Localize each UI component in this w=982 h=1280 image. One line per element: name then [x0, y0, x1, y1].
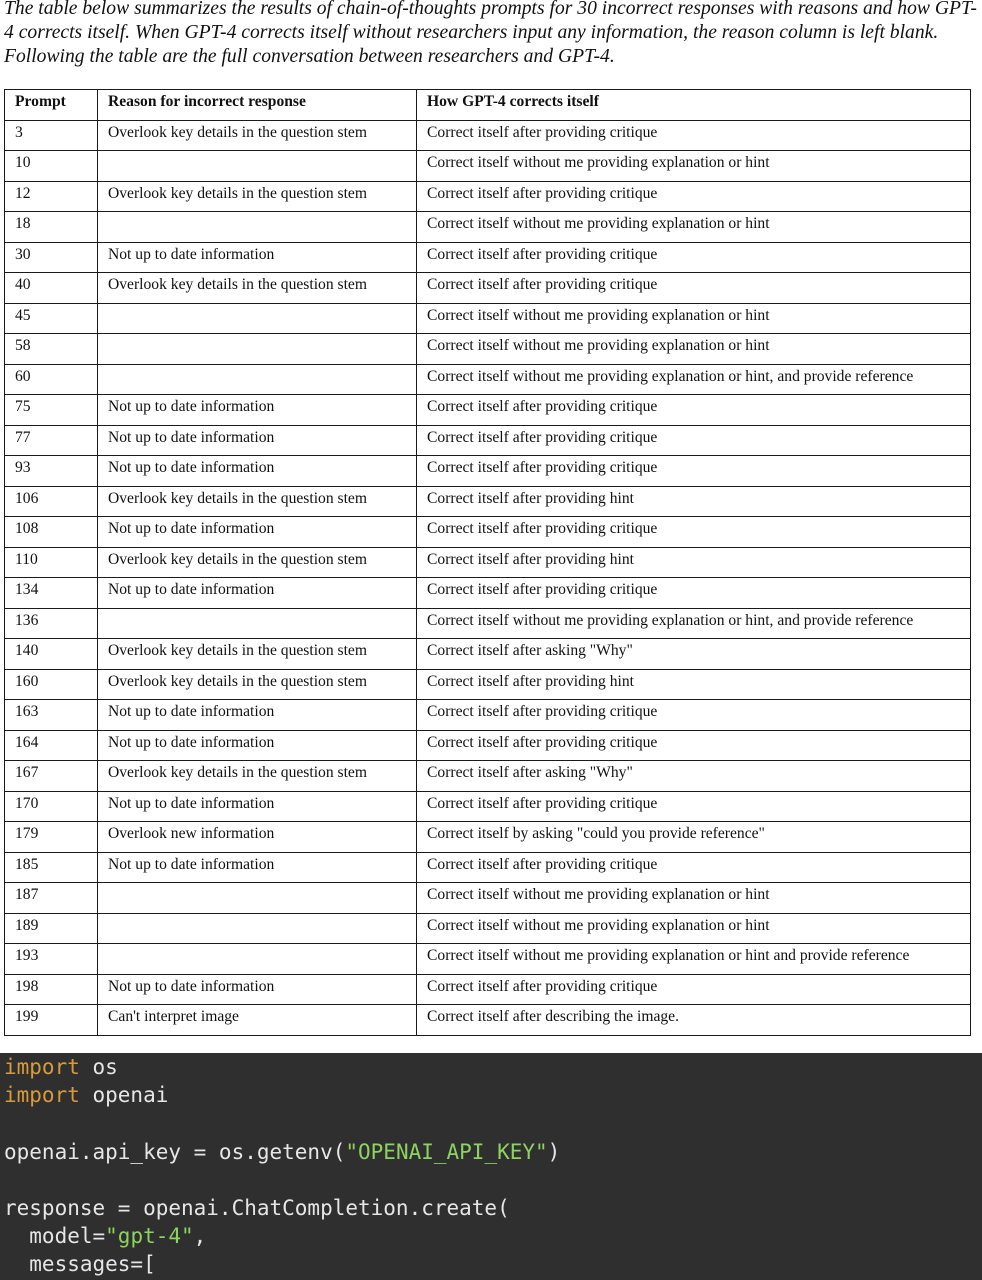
cell-reason: Not up to date information	[98, 456, 417, 487]
cell-prompt: 12	[5, 181, 98, 212]
table-row	[5, 730, 971, 761]
cell-prompt: 164	[5, 730, 98, 761]
cell-reason: Overlook key details in the question stem	[98, 669, 417, 700]
table-row	[5, 395, 971, 426]
table-row	[5, 791, 971, 822]
cell-reason	[98, 608, 417, 639]
table-row	[5, 364, 971, 395]
table-row	[5, 120, 971, 151]
code-text: openai	[79, 1083, 169, 1108]
table-row	[5, 608, 971, 639]
cell-correction: Correct itself after providing critique	[417, 700, 971, 731]
cell-reason: Not up to date information	[98, 242, 417, 273]
code-block	[0, 1053, 982, 1280]
table-header-row	[5, 90, 971, 121]
table-row	[5, 334, 971, 365]
cell-correction: Correct itself after providing critique	[417, 852, 971, 883]
cell-correction: Correct itself without me providing explanation or hint	[417, 883, 971, 914]
cell-prompt: 10	[5, 151, 98, 182]
cell-reason: Overlook key details in the question stem	[98, 639, 417, 670]
cell-reason: Not up to date information	[98, 974, 417, 1005]
cell-prompt: 185	[5, 852, 98, 883]
table-row	[5, 273, 971, 304]
cell-prompt: 45	[5, 303, 98, 334]
cell-prompt: 193	[5, 944, 98, 975]
table-row	[5, 974, 971, 1005]
cell-prompt: 58	[5, 334, 98, 365]
cell-prompt: 163	[5, 700, 98, 731]
table-row	[5, 151, 971, 182]
cell-prompt: 106	[5, 486, 98, 517]
code-line	[4, 1222, 982, 1250]
cell-prompt: 170	[5, 791, 98, 822]
cell-correction: Correct itself without me providing explanation or hint	[417, 151, 971, 182]
cell-correction: Correct itself after providing critique	[417, 791, 971, 822]
table-row	[5, 303, 971, 334]
cell-correction: Correct itself after providing critique	[417, 273, 971, 304]
cell-correction: Correct itself after providing critique	[417, 120, 971, 151]
table-row	[5, 700, 971, 731]
cell-correction: Correct itself after providing critique	[417, 425, 971, 456]
cell-reason	[98, 913, 417, 944]
cell-correction: Correct itself without me providing explanation or hint	[417, 913, 971, 944]
cell-correction: Correct itself after providing critique	[417, 456, 971, 487]
cell-prompt: 75	[5, 395, 98, 426]
table-row	[5, 517, 971, 548]
cell-reason: Overlook new information	[98, 822, 417, 853]
code-keyword: import	[4, 1055, 80, 1079]
code-line	[4, 1250, 982, 1278]
cell-reason	[98, 334, 417, 365]
cell-correction: Correct itself after providing critique	[417, 517, 971, 548]
code-line	[4, 1081, 982, 1109]
cell-prompt: 134	[5, 578, 98, 609]
cell-correction: Correct itself without me providing explanation or hint and provide reference	[417, 944, 971, 975]
cell-prompt: 167	[5, 761, 98, 792]
cell-reason: Not up to date information	[98, 852, 417, 883]
cell-correction: Correct itself after providing critique	[417, 974, 971, 1005]
table-row	[5, 578, 971, 609]
cell-correction: Correct itself after asking "Why"	[417, 761, 971, 792]
code-text: os	[79, 1055, 118, 1079]
cell-correction: Correct itself after providing critique	[417, 578, 971, 609]
cell-reason: Not up to date information	[98, 517, 417, 548]
cell-prompt: 160	[5, 669, 98, 700]
code-text: )	[547, 1139, 561, 1164]
table-row	[5, 761, 971, 792]
table-row	[5, 547, 971, 578]
cell-reason: Not up to date information	[98, 578, 417, 609]
code-line-blank	[4, 1166, 982, 1194]
cell-correction: Correct itself without me providing explanation or hint	[417, 303, 971, 334]
results-table	[4, 89, 971, 1036]
cell-prompt: 179	[5, 822, 98, 853]
cell-reason	[98, 151, 417, 182]
cell-reason	[98, 303, 417, 334]
cell-reason	[98, 364, 417, 395]
code-string: "gpt-4"	[105, 1224, 194, 1249]
cell-prompt: 60	[5, 364, 98, 395]
cell-correction: Correct itself without me providing explanation or hint, and provide reference	[417, 608, 971, 639]
cell-prompt: 140	[5, 639, 98, 670]
cell-correction: Correct itself after asking "Why"	[417, 639, 971, 670]
code-text: messages=[	[4, 1252, 156, 1277]
code-line	[4, 1194, 982, 1222]
code-string: "OPENAI_API_KEY"	[345, 1139, 548, 1164]
code-text: ,	[193, 1224, 207, 1249]
cell-prompt: 3	[5, 120, 98, 151]
code-line	[4, 1138, 982, 1166]
cell-reason: Can't interpret image	[98, 1005, 417, 1036]
code-text: model=	[4, 1224, 106, 1249]
header-reason: Reason for incorrect response	[98, 90, 417, 121]
table-body	[5, 120, 971, 1035]
cell-prompt: 136	[5, 608, 98, 639]
cell-correction: Correct itself without me providing explanation or hint	[417, 334, 971, 365]
cell-prompt: 108	[5, 517, 98, 548]
cell-correction: Correct itself by asking "could you provide reference"	[417, 822, 971, 853]
cell-prompt: 40	[5, 273, 98, 304]
table-row	[5, 944, 971, 975]
cell-reason	[98, 944, 417, 975]
table-row	[5, 242, 971, 273]
cell-prompt: 18	[5, 212, 98, 243]
cell-reason: Overlook key details in the question stem	[98, 761, 417, 792]
header-prompt: Prompt	[5, 90, 98, 121]
code-line	[4, 1053, 982, 1081]
cell-reason	[98, 883, 417, 914]
code-keyword: import	[4, 1083, 80, 1108]
cell-correction: Correct itself without me providing explanation or hint, and provide reference	[417, 364, 971, 395]
intro-paragraph: The table below summarizes the results of chain-of-thoughts prompts for 30 incorrect responses with reasons and how GPT-4 corrects itself. When GPT-4 corrects itself without researchers input any information, the reason column is left blank. Following the table are the full conversation between researchers and GPT-4.	[4, 0, 977, 67]
cell-reason: Overlook key details in the question stem	[98, 273, 417, 304]
cell-correction: Correct itself without me providing explanation or hint	[417, 212, 971, 243]
cell-correction: Correct itself after describing the image.	[417, 1005, 971, 1036]
cell-correction: Correct itself after providing hint	[417, 669, 971, 700]
cell-reason: Not up to date information	[98, 791, 417, 822]
cell-reason: Overlook key details in the question stem	[98, 486, 417, 517]
table-row	[5, 425, 971, 456]
cell-prompt: 198	[5, 974, 98, 1005]
cell-reason: Not up to date information	[98, 425, 417, 456]
cell-prompt: 189	[5, 913, 98, 944]
code-line-blank	[4, 1109, 982, 1137]
cell-correction: Correct itself after providing hint	[417, 486, 971, 517]
table-row	[5, 486, 971, 517]
table-row	[5, 181, 971, 212]
table-row	[5, 913, 971, 944]
cell-correction: Correct itself after providing critique	[417, 395, 971, 426]
table-row	[5, 456, 971, 487]
cell-prompt: 30	[5, 242, 98, 273]
cell-prompt: 110	[5, 547, 98, 578]
cell-reason: Not up to date information	[98, 730, 417, 761]
cell-reason: Not up to date information	[98, 395, 417, 426]
table-row	[5, 822, 971, 853]
cell-reason	[98, 212, 417, 243]
code-text: openai.api_key = os.getenv(	[4, 1139, 346, 1164]
cell-reason: Overlook key details in the question stem	[98, 181, 417, 212]
table-row	[5, 852, 971, 883]
table-row	[5, 639, 971, 670]
cell-prompt: 187	[5, 883, 98, 914]
table-row	[5, 1005, 971, 1036]
cell-prompt: 77	[5, 425, 98, 456]
cell-reason: Overlook key details in the question stem	[98, 120, 417, 151]
table-row	[5, 212, 971, 243]
cell-correction: Correct itself after providing critique	[417, 242, 971, 273]
cell-reason: Not up to date information	[98, 700, 417, 731]
cell-correction: Correct itself after providing hint	[417, 547, 971, 578]
cell-reason: Overlook key details in the question stem	[98, 547, 417, 578]
table-row	[5, 883, 971, 914]
cell-correction: Correct itself after providing critique	[417, 730, 971, 761]
cell-prompt: 199	[5, 1005, 98, 1036]
header-correction: How GPT-4 corrects itself	[417, 90, 971, 121]
cell-correction: Correct itself after providing critique	[417, 181, 971, 212]
cell-prompt: 93	[5, 456, 98, 487]
table-row	[5, 669, 971, 700]
code-text: response = openai.ChatCompletion.create(	[4, 1195, 510, 1220]
